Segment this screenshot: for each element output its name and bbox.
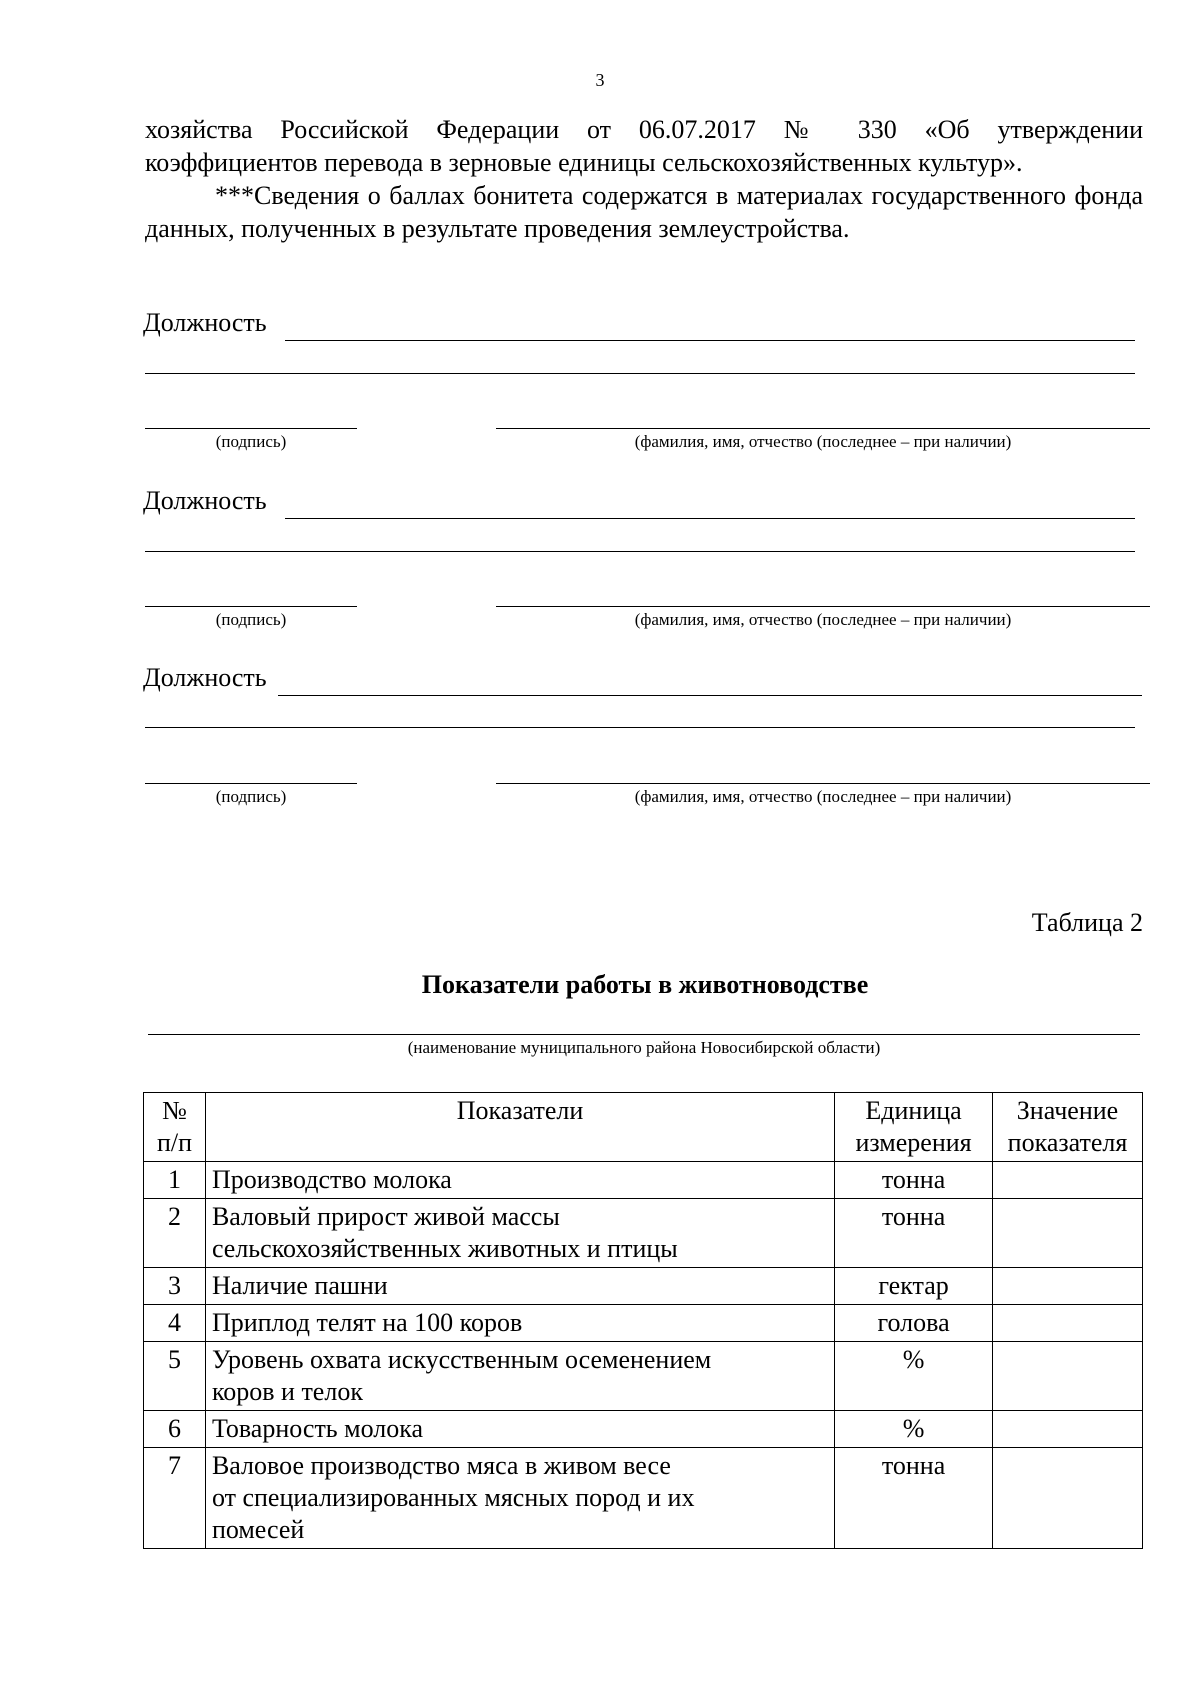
row-indicator bbox=[205, 1411, 834, 1448]
signature-caption: (подпись) bbox=[215, 432, 287, 451]
name-caption: (фамилия, имя, отчество (последнее – при наличии) bbox=[634, 787, 1012, 806]
row-indicator bbox=[205, 1448, 834, 1549]
position-input-line[interactable] bbox=[285, 518, 1135, 519]
indicator-text-line: Приплод телят на 100 коров bbox=[211, 1308, 523, 1337]
row-unit: % bbox=[835, 1342, 993, 1411]
indicator-text-line: Валовый прирост живой массы bbox=[211, 1202, 560, 1231]
intro-line-1: хозяйства Российской Федерации от 06.07.2017 № 330 «Об утверждении bbox=[145, 115, 1143, 144]
indicator-text-line: сельскохозяйственных животных и птицы bbox=[211, 1234, 678, 1263]
position-input-line[interactable] bbox=[285, 340, 1135, 341]
indicator-text-line: Производство молока bbox=[211, 1165, 452, 1194]
name-caption: (фамилия, имя, отчество (последнее – при наличии) bbox=[634, 432, 1012, 451]
name-line[interactable] bbox=[496, 606, 1150, 607]
signature-caption: (подпись) bbox=[215, 610, 287, 629]
indicator-text-line: помесей bbox=[211, 1515, 305, 1544]
district-caption: (наименование муниципального района Новосибирской области) bbox=[407, 1038, 881, 1057]
table-title: Показатели работы в животноводстве bbox=[421, 970, 869, 999]
table-row bbox=[144, 1342, 1143, 1411]
table-row bbox=[144, 1268, 1143, 1305]
header-unit bbox=[835, 1093, 993, 1162]
header-value-line2: показателя bbox=[1007, 1128, 1128, 1157]
row-number: 3 bbox=[144, 1268, 206, 1305]
table-row bbox=[144, 1411, 1143, 1448]
row-indicator bbox=[205, 1305, 834, 1342]
row-number: 7 bbox=[144, 1448, 206, 1549]
row-unit: тонна bbox=[835, 1162, 993, 1199]
row-indicator bbox=[205, 1199, 834, 1268]
header-number bbox=[144, 1093, 206, 1162]
indicator-text-line: Уровень охвата искусственным осеменением bbox=[211, 1345, 712, 1374]
district-input-line[interactable] bbox=[148, 1034, 1140, 1035]
position-input-line-2[interactable] bbox=[145, 551, 1135, 552]
header-value bbox=[993, 1093, 1143, 1162]
row-value-cell[interactable] bbox=[993, 1342, 1143, 1411]
signature-caption: (подпись) bbox=[215, 787, 287, 806]
header-value-line1: Значение bbox=[1016, 1096, 1119, 1125]
row-number: 5 bbox=[144, 1342, 206, 1411]
indicator-text-line: Товарность молока bbox=[211, 1414, 424, 1443]
row-indicator bbox=[205, 1162, 834, 1199]
header-unit-line2: измерения bbox=[855, 1128, 972, 1157]
name-caption: (фамилия, имя, отчество (последнее – при наличии) bbox=[634, 610, 1012, 629]
table-header-row bbox=[144, 1093, 1143, 1162]
indicator-text-line: Валовое производство мяса в живом весе bbox=[211, 1451, 671, 1480]
row-unit: голова bbox=[835, 1305, 993, 1342]
row-number: 2 bbox=[144, 1199, 206, 1268]
indicators-table bbox=[143, 1092, 1143, 1549]
row-indicator bbox=[205, 1342, 834, 1411]
row-number: 6 bbox=[144, 1411, 206, 1448]
row-value-cell[interactable] bbox=[993, 1162, 1143, 1199]
name-line[interactable] bbox=[496, 783, 1150, 784]
indicator-text-line: коров и телок bbox=[211, 1377, 363, 1406]
row-value-cell[interactable] bbox=[993, 1268, 1143, 1305]
row-unit: гектар bbox=[835, 1268, 993, 1305]
row-indicator bbox=[205, 1268, 834, 1305]
header-unit-line1: Единица bbox=[865, 1096, 962, 1125]
indicator-text-line: от специализированных мясных пород и их bbox=[211, 1483, 695, 1512]
position-input-line-2[interactable] bbox=[145, 373, 1135, 374]
row-value-cell[interactable] bbox=[993, 1199, 1143, 1268]
signature-line[interactable] bbox=[145, 428, 357, 429]
table-row bbox=[144, 1199, 1143, 1268]
row-value-cell[interactable] bbox=[993, 1448, 1143, 1549]
intro-paragraph-2: ***Сведения о баллах бонитета содержатся в материалах государственного фонда данных, полученных в результате проведения землеустройства. bbox=[145, 181, 1143, 243]
table-row bbox=[144, 1162, 1143, 1199]
signature-line[interactable] bbox=[145, 606, 357, 607]
table-row bbox=[144, 1448, 1143, 1549]
signature-line[interactable] bbox=[145, 783, 357, 784]
row-value-cell[interactable] bbox=[993, 1305, 1143, 1342]
header-number-line2: п/п bbox=[156, 1128, 192, 1157]
position-input-line-2[interactable] bbox=[145, 727, 1135, 728]
table-row bbox=[144, 1305, 1143, 1342]
row-value-cell[interactable] bbox=[993, 1411, 1143, 1448]
row-number: 4 bbox=[144, 1305, 206, 1342]
row-unit: тонна bbox=[835, 1199, 993, 1268]
indicator-text-line: Наличие пашни bbox=[211, 1271, 388, 1300]
position-input-line[interactable] bbox=[278, 695, 1142, 696]
row-unit: тонна bbox=[835, 1448, 993, 1549]
header-number-line1: № bbox=[162, 1096, 187, 1125]
position-label: Должность bbox=[143, 663, 267, 692]
page-number: 3 bbox=[595, 70, 605, 90]
position-label: Должность bbox=[143, 486, 267, 515]
row-unit: % bbox=[835, 1411, 993, 1448]
table-label: Таблица 2 bbox=[1031, 908, 1143, 937]
position-label: Должность bbox=[143, 308, 267, 337]
header-indicator: Показатели bbox=[205, 1093, 834, 1162]
intro-line-2: коэффициентов перевода в зерновые единицы сельскохозяйственных культур». bbox=[145, 148, 1023, 177]
row-number: 1 bbox=[144, 1162, 206, 1199]
name-line[interactable] bbox=[496, 428, 1150, 429]
